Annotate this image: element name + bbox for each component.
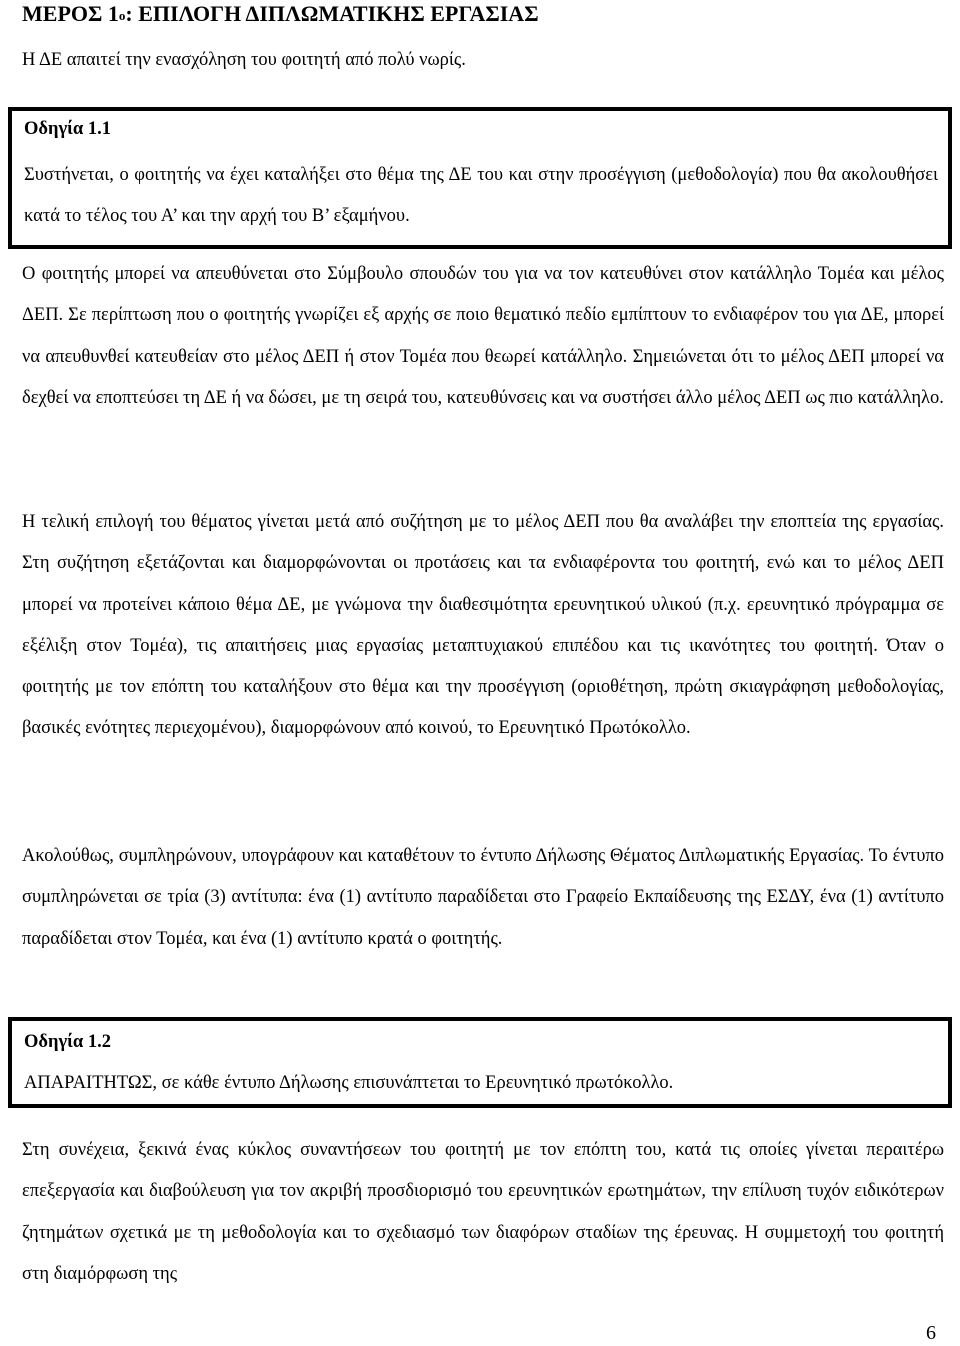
- guideline-box-1-1: [8, 107, 952, 249]
- guideline-title: Οδηγία 1.2: [24, 1032, 111, 1052]
- paragraph: Στη συνέχεια, ξεκινά ένας κύκλος συναντήσεων του φοιτητή με τον επόπτη του, κατά τις οποίες γίνεται περαιτέρω επεξεργασία και διαβούλευση για τον ακριβή προσδιορισμό του ερευνητικών ερωτημάτων, την επίλυση τυχόν ειδικότερων ζητημάτων σχετικά με τη μεθοδολογία και το σχεδιασμό των διαφόρων σταδίων της έρευνας. Η συμμετοχή του φοιτητή στη διαμόρφωση της: [22, 1140, 944, 1284]
- heading-superscript: ο: [118, 8, 126, 23]
- heading-suffix: : ΕΠΙΛΟΓΗ ΔΙΠΛΩΜΑΤΙΚΗΣ ΕΡΓΑΣΙΑΣ: [125, 1, 539, 26]
- paragraph: Ο φοιτητής μπορεί να απευθύνεται στο Σύμβουλο σπουδών του για να τον κατευθύνει στον κατάλληλο Τομέα και μέλος ΔΕΠ. Σε περίπτωση που ο φοιτητής γνωρίζει εξ αρχής σε ποιο θεματικό πεδίο εμπίπτουν το ενδιαφέρον του για ΔΕ, μπορεί να απευθυνθεί κατευθείαν στο μέλος ΔΕΠ ή στον Τομέα που θεωρεί κατάλληλο. Σημειώνεται ότι το μέλος ΔΕΠ μπορεί να δεχθεί να εποπτεύσει τη ΔΕ ή να δώσει, με τη σειρά του, κατευθύνσεις και να συστήσει άλλο μέλος ΔΕΠ ως πιο κατάλληλο.: [22, 264, 944, 408]
- guideline-box-1-2: [8, 1017, 952, 1108]
- guideline-title: Οδηγία 1.1: [24, 119, 111, 139]
- paragraph: Ακολούθως, συμπληρώνουν, υπογράφουν και καταθέτουν το έντυπο Δήλωσης Θέματος Διπλωματικής Εργασίας. Το έντυπο συμπληρώνεται σε τρία (3) αντίτυπα: ένα (1) αντίτυπο παραδίδεται στο Γραφείο Εκπαίδευσης της ΕΣΔΥ, ένα (1) αντίτυπο παραδίδεται στον Τομέα, και ένα (1) αντίτυπο κρατά ο φοιτητής.: [22, 846, 944, 949]
- intro-text: Η ΔΕ απαιτεί την ενασχόληση του φοιτητή από πολύ νωρίς.: [22, 50, 466, 70]
- section-heading: [22, 0, 539, 28]
- guideline-text: ΑΠΑΡΑΙΤΗΤΩΣ, σε κάθε έντυπο Δήλωσης επισυνάπτεται το Ερευνητικό πρωτόκολλο.: [24, 1073, 674, 1093]
- guideline-text: Συστήνεται, ο φοιτητής να έχει καταλήξει στο θέμα της ΔΕ του και στην προσέγγιση (μεθοδολογία) που θα ακολουθήσει κατά το τέλος του Α’ και την αρχή του Β’ εξαμήνου.: [24, 165, 938, 226]
- heading-prefix: ΜΕΡΟΣ 1: [22, 1, 119, 26]
- paragraph: Η τελική επιλογή του θέματος γίνεται μετά από συζήτηση με το μέλος ΔΕΠ που θα αναλάβει την εποπτεία της εργασίας. Στη συζήτηση εξετάζονται και διαμορφώνονται οι προτάσεις και τα ενδιαφέροντα του φοιτητή, ενώ και το μέλος ΔΕΠ μπορεί να προτείνει κάποιο θέμα ΔΕ, με γνώμονα την διαθεσιμότητα ερευνητικού υλικού (π.χ. ερευνητικό πρόγραμμα σε εξέλιξη στον Τομέα), τις απαιτήσεις μιας εργασίας μεταπτυχιακού επιπέδου και τις ικανότητες του φοιτητή. Όταν ο φοιτητής με τον επόπτη του καταλήξουν στο θέμα και την προσέγγιση (οριοθέτηση, πρώτη σκιαγράφηση μεθοδολογίας, βασικές ενότητες περιεχομένου), διαμορφώνουν από κοινού, το Ερευνητικό Πρωτόκολλο.: [22, 512, 944, 739]
- page-number: 6: [926, 1322, 936, 1344]
